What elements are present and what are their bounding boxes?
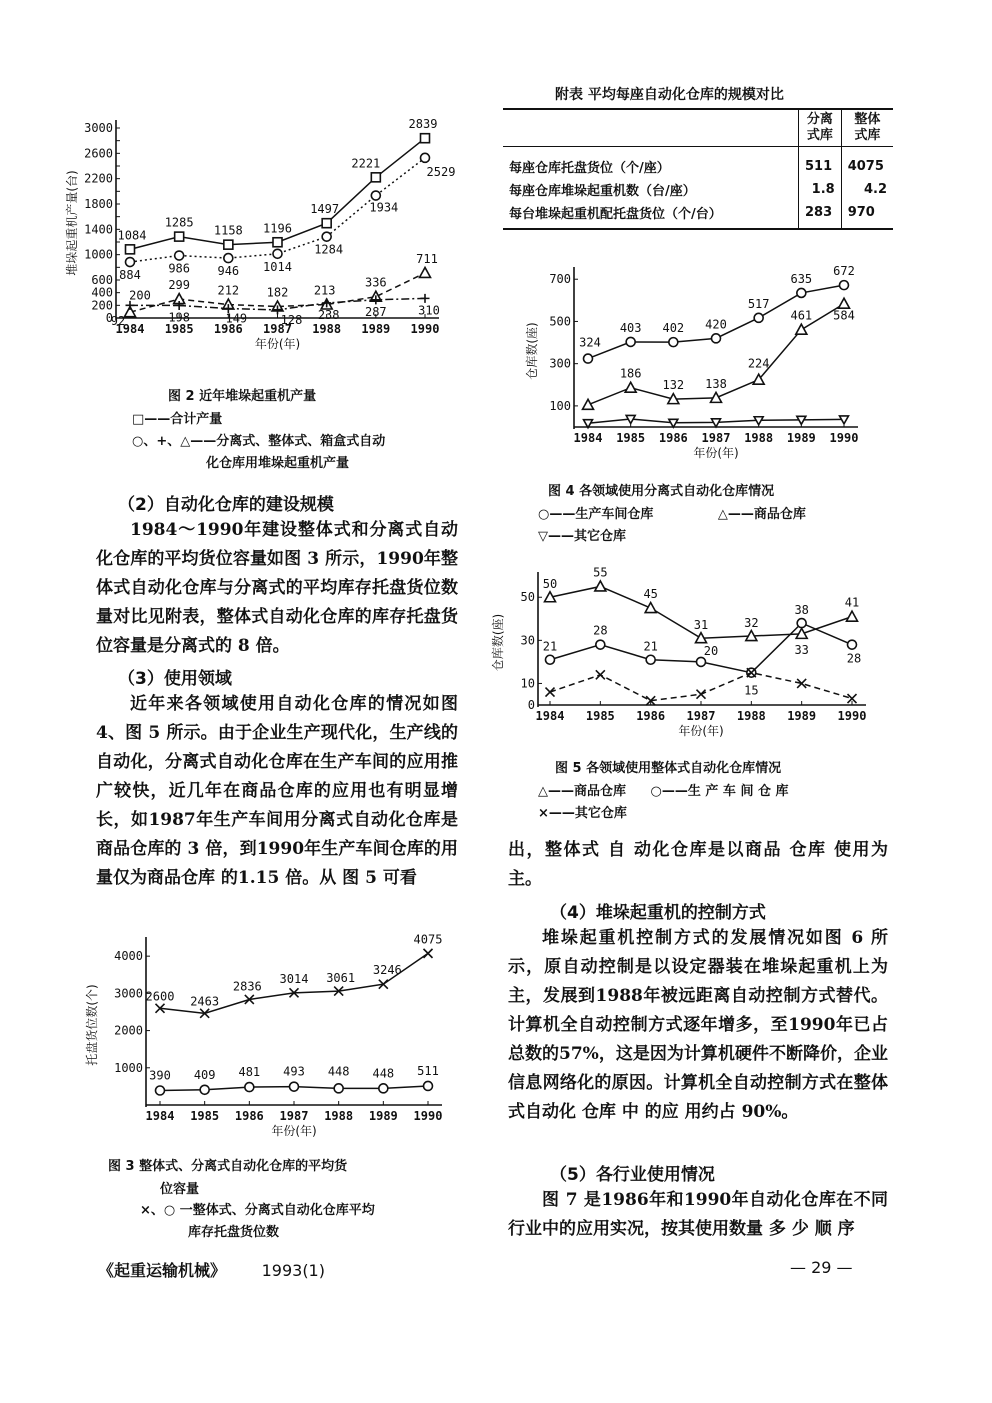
y-tick-label: 30: [520, 633, 535, 648]
fig3-caption-line1: 图 3 整体式、分离式自动化仓库的平均货: [108, 1159, 348, 1174]
y-tick-label: 1800: [84, 197, 113, 211]
table-row: [503, 201, 893, 229]
data-label: 299: [168, 278, 191, 293]
data-label: 224: [747, 356, 770, 371]
data-label: 493: [283, 1064, 305, 1079]
data-point: [583, 399, 594, 409]
table-col-integral: [841, 109, 893, 147]
y-tick-label: 10: [520, 676, 535, 691]
section-heading-4: （4）堆垛起重机的控制方式: [550, 903, 766, 923]
fig4-legend-item-commodity: △——商品仓库: [717, 507, 806, 522]
data-point: [334, 1084, 343, 1093]
data-label: 33: [794, 642, 809, 657]
fig2-legend-item-total: □——合计产量: [132, 412, 223, 427]
x-tick-label: 1989: [787, 709, 817, 723]
footer-issue: 1993(1): [261, 1261, 325, 1280]
data-point: [322, 232, 331, 241]
data-label: 28: [846, 651, 862, 666]
y-tick-label: 1000: [84, 247, 113, 262]
data-label: 3246: [372, 963, 402, 978]
x-tick-label: 1985: [164, 322, 194, 336]
x-tick-label: 1989: [361, 322, 391, 336]
fig5-caption: 图 5 各领域使用整体式自动化仓库情况: [555, 761, 782, 776]
data-point: [796, 324, 807, 334]
data-label: 1158: [213, 223, 243, 238]
data-label: 986: [168, 261, 191, 276]
fig4-chart: [520, 255, 880, 465]
data-label: 3014: [279, 971, 309, 986]
x-tick-label: 1984: [573, 431, 603, 445]
data-point: [420, 267, 431, 277]
data-label: 324: [579, 335, 601, 350]
data-point: [669, 419, 678, 427]
data-label: 1934: [369, 200, 399, 215]
footer-journal-name: 《起重运输机械》: [98, 1261, 227, 1280]
paragraph-3-text: 近年来各领域使用自动化仓库的情况如图 4、图 5 所示。由于企业生产现代化，生产线的自动化，分离式自动化仓库在生产车间的应用推广较快，近几年在商品仓库的应用也有明显增长，如1987年生产车间用分离式自动化仓库是商品仓库的 3 倍，到1990年生产车间仓库的用量仅为商品仓库 的1.15 倍。从 图 5 可看: [96, 694, 458, 888]
x-axis-label: 年份(年): [693, 446, 739, 460]
y-tick-label: 700: [549, 272, 571, 287]
table-cell: 4075: [841, 147, 893, 179]
data-label: 1014: [263, 259, 292, 274]
data-point: [424, 1081, 433, 1090]
paragraph-3: [96, 690, 458, 893]
data-point: [371, 191, 380, 200]
fig4-legend-item-workshop: ○——生产车间仓库: [538, 507, 654, 522]
data-point: [156, 1086, 165, 1095]
table-row-label: 每座仓库堆垛起重机数（台/座）: [509, 184, 696, 199]
data-point: [245, 1083, 254, 1092]
data-label: 32: [744, 616, 759, 631]
data-label: 310: [418, 303, 440, 318]
data-label: 2221: [351, 156, 381, 171]
data-label: 21: [643, 639, 658, 654]
data-point: [421, 134, 430, 143]
data-label: 1284: [314, 242, 344, 257]
data-label: 200: [129, 288, 151, 303]
data-point: [848, 640, 857, 649]
table-col-integral-l1: 整体: [854, 112, 881, 127]
data-label: 238: [317, 307, 340, 322]
fig5-legend-item-commodity: △——商品仓库: [538, 784, 626, 799]
x-tick-label: 1985: [585, 709, 615, 723]
data-point: [200, 1085, 209, 1094]
data-point: [712, 419, 721, 427]
x-tick-label: 1986: [234, 1109, 264, 1123]
x-axis-label: 年份(年): [254, 337, 301, 351]
fig2-caption: 图 2 近年堆垛起重机产量: [168, 389, 317, 404]
table-col-separated: [799, 109, 842, 147]
x-axis-label: 年份(年): [271, 1124, 317, 1138]
section-heading-5: （5）各行业使用情况: [550, 1165, 715, 1185]
data-label: 448: [372, 1066, 395, 1081]
table-col-separated-l2: 式库: [806, 128, 833, 143]
data-label: 448: [327, 1064, 350, 1079]
data-point: [273, 249, 282, 258]
fig5-chart: [488, 565, 883, 745]
data-point: [584, 354, 593, 363]
data-label: 41: [844, 595, 860, 610]
paragraph-cont: [508, 836, 888, 894]
y-tick-label: 200: [91, 298, 113, 313]
data-point: [712, 334, 721, 343]
y-axis-label: 仓库数(座): [491, 613, 505, 672]
fig2-chart: [60, 100, 480, 370]
x-tick-label: 1984: [535, 709, 565, 723]
y-tick-label: 50: [520, 590, 535, 605]
y-tick-label: 2000: [114, 1023, 143, 1038]
table-row: [503, 147, 893, 179]
fig3-legend: [140, 1200, 375, 1244]
data-label: 1084: [117, 228, 147, 243]
section-heading-3: （3）使用领域: [118, 669, 232, 689]
y-tick-label: 3000: [84, 121, 113, 135]
x-axis-label: 年份(年): [678, 724, 724, 738]
data-label: 517: [747, 296, 770, 311]
data-point: [797, 416, 806, 424]
data-label: 481: [238, 1065, 261, 1080]
fig2-legend: [132, 409, 385, 475]
y-tick-label: 300: [549, 356, 571, 371]
x-tick-label: 1988: [736, 709, 766, 723]
data-label: 390: [149, 1068, 171, 1083]
data-point: [290, 1082, 299, 1091]
fig3-legend-line1: ×、○ 一整体式、分离式自动化仓库平均: [140, 1203, 375, 1218]
paragraph-2-text: 1984～1990年建设整体式和分离式自动化仓库的平均货位容量如图 3 所示，1990年整体式自动化仓库与分离式的平均库存托盘货位数量对比见附表，整体式自动化仓库的库存托盘货位容量是分离式的 8 倍。: [96, 520, 458, 656]
fig2-legend-item-types-cont: 化仓库用堆垛起重机产量: [206, 456, 350, 471]
fig4-legend: [538, 504, 806, 548]
data-point: [546, 655, 555, 664]
fig5-legend-item-other: ×——其它仓库: [538, 806, 627, 821]
table-row: [503, 178, 893, 201]
data-label: 128: [280, 312, 303, 327]
data-point: [175, 232, 184, 241]
data-point: [847, 611, 858, 621]
series-line: [550, 673, 852, 701]
fig3-legend-line2: 库存托盘货位数: [188, 1225, 280, 1240]
table-cell: 1.8: [799, 178, 842, 201]
data-point: [595, 581, 606, 591]
data-point: [379, 1084, 388, 1093]
x-tick-label: 1988: [312, 322, 342, 336]
data-point: [421, 153, 430, 162]
data-label: 138: [705, 376, 727, 391]
y-tick-label: 100: [549, 398, 571, 413]
data-point: [840, 416, 849, 424]
data-point: [175, 251, 184, 260]
data-point: [224, 240, 233, 249]
data-label: 28: [593, 623, 608, 638]
data-label: 409: [193, 1067, 216, 1082]
fig3-chart: [80, 925, 460, 1145]
table-cell: 283: [799, 201, 842, 229]
data-label: 149: [225, 311, 248, 326]
data-point: [546, 688, 555, 697]
data-point: [669, 338, 678, 347]
data-point: [421, 294, 430, 303]
y-tick-label: 1000: [114, 1060, 143, 1075]
data-label: 461: [790, 308, 813, 323]
x-tick-label: 1988: [744, 431, 774, 445]
data-point: [754, 417, 763, 425]
table-row-label: 每台堆垛起重机配托盘货位（个/台）: [509, 207, 722, 222]
data-point: [273, 238, 282, 247]
x-tick-label: 1990: [837, 709, 867, 723]
data-point: [322, 219, 331, 228]
x-tick-label: 1989: [368, 1109, 398, 1123]
x-tick-label: 1987: [686, 709, 716, 723]
data-point: [424, 949, 433, 958]
data-label: 4075: [413, 932, 443, 947]
data-label: 635: [790, 271, 813, 286]
data-label: 3061: [326, 971, 356, 986]
data-label: 92: [110, 314, 126, 329]
x-tick-label: 1990: [413, 1109, 443, 1123]
data-point: [754, 313, 763, 322]
y-tick-label: 400: [91, 285, 113, 300]
data-point: [797, 288, 806, 297]
table-col-separated-l1: 分离: [806, 112, 833, 127]
data-label: 336: [364, 275, 387, 290]
fig5-legend-row1: [538, 781, 789, 803]
table-cell: 4.2: [841, 178, 893, 201]
data-label: 287: [364, 304, 387, 319]
table-row-label: 每座仓库托盘货位（个/座）: [509, 161, 670, 176]
data-label: 2839: [408, 117, 438, 132]
fig3-caption-line2: 位容量: [160, 1182, 200, 1197]
y-axis-label: 堆垛起重机产量(台): [65, 170, 79, 276]
data-label: 132: [662, 378, 685, 393]
footer-journal: [98, 1258, 325, 1281]
data-point: [371, 173, 380, 182]
data-label: 402: [662, 321, 685, 336]
data-label: 213: [313, 283, 336, 298]
y-axis-label: 托盘货位数(个): [85, 984, 99, 1066]
data-point: [840, 281, 849, 290]
data-point: [596, 640, 605, 649]
data-label: 182: [266, 285, 289, 300]
table-col-integral-l2: 式库: [854, 128, 881, 143]
x-tick-label: 1985: [190, 1109, 220, 1123]
data-label: 884: [119, 268, 141, 283]
paragraph-2: [96, 516, 458, 661]
data-point: [224, 254, 233, 263]
x-tick-label: 1984: [145, 1109, 175, 1123]
footer-page-number: — 29 —: [790, 1258, 853, 1277]
y-tick-label: 4000: [114, 949, 143, 964]
fig3-caption: [108, 1155, 347, 1197]
data-point: [839, 298, 850, 308]
x-tick-label: 1986: [636, 709, 666, 723]
data-label: 31: [693, 618, 709, 633]
x-tick-label: 1990: [829, 431, 859, 445]
data-label: 1196: [263, 221, 292, 236]
data-point: [625, 382, 636, 392]
fig4-caption: 图 4 各领域使用分离式自动化仓库情况: [548, 484, 775, 499]
data-label: 1285: [164, 215, 194, 230]
data-label: 198: [168, 310, 191, 325]
data-label: 20: [703, 643, 719, 658]
x-tick-label: 1987: [279, 1109, 309, 1123]
table-cell: 511: [799, 147, 842, 179]
data-point: [626, 415, 635, 423]
data-label: 186: [619, 366, 642, 381]
fig4-legend-item-other: ▽——其它仓库: [538, 529, 626, 544]
data-label: 511: [417, 1063, 439, 1078]
x-tick-label: 1988: [324, 1109, 354, 1123]
data-point: [596, 670, 605, 679]
data-label: 420: [705, 317, 727, 332]
comparison-table-wrap: [503, 108, 893, 230]
y-tick-label: 0: [105, 311, 113, 325]
x-tick-label: 1984: [115, 322, 145, 336]
data-point: [697, 690, 706, 699]
paragraph-4: [508, 924, 888, 1127]
data-point: [626, 337, 635, 346]
x-tick-label: 1990: [410, 322, 440, 336]
x-tick-label: 1987: [263, 322, 292, 336]
y-tick-label: 2600: [84, 146, 113, 161]
table-header-row: [503, 109, 893, 147]
data-label: 15: [744, 683, 759, 698]
paragraph-cont-text: 出，整体式 自 动化仓库是以商品 仓库 使用为主。: [508, 840, 888, 889]
x-tick-label: 1986: [213, 322, 243, 336]
fig4-legend-row1: [538, 504, 806, 526]
y-tick-label: 1400: [84, 222, 113, 237]
x-tick-label: 1985: [616, 431, 646, 445]
y-tick-label: 600: [91, 273, 113, 287]
data-label: 212: [217, 283, 240, 298]
x-tick-label: 1986: [658, 431, 688, 445]
data-label: 21: [542, 639, 558, 654]
paragraph-5: [508, 1186, 888, 1244]
paragraph-5-text: 图 7 是1986年和1990年自动化仓库在不同行业中的应用实况，按其使用数量 多 少 顺 序: [508, 1190, 888, 1239]
fig5-legend-item-workshop: ○——生 产 车 间 仓 库: [650, 784, 789, 799]
x-tick-label: 1987: [701, 431, 731, 445]
data-label: 2836: [232, 979, 262, 994]
data-label: 50: [542, 577, 558, 592]
y-tick-label: 2200: [84, 171, 113, 186]
section-heading-2: （2）自动化仓库的建设规模: [118, 495, 334, 515]
y-axis-label: 仓库数(座): [525, 322, 539, 380]
data-label: 38: [794, 603, 809, 618]
data-label: 45: [643, 587, 658, 602]
data-label: 2600: [145, 989, 175, 1004]
data-label: 403: [619, 320, 642, 335]
data-label: 2463: [190, 994, 220, 1009]
data-point: [697, 657, 706, 666]
table-title: 附表 平均每座自动化仓库的规模对比: [555, 87, 784, 103]
data-label: 711: [416, 251, 438, 266]
fig5-legend: [538, 781, 789, 825]
data-point: [126, 258, 135, 267]
data-point: [126, 245, 135, 254]
data-label: 55: [593, 565, 608, 580]
data-point: [645, 603, 656, 613]
x-tick-label: 1989: [786, 431, 816, 445]
data-point: [797, 619, 806, 628]
data-label: 584: [833, 308, 855, 323]
data-point: [646, 655, 655, 664]
fig2-legend-item-types: ○、+、△——分离式、整体式、箱盒式自动: [132, 434, 386, 449]
comparison-table: [503, 108, 893, 230]
data-label: 946: [217, 264, 240, 279]
y-tick-label: 0: [527, 698, 535, 712]
y-tick-label: 500: [549, 314, 571, 329]
paragraph-4-text: 堆垛起重机控制方式的发展情况如图 6 所示，原自动控制是以设定器装在堆垛起重机上为主，发展到1988年被远距离自动控制方式替代。计算机全自动控制方式逐年增多，至1990年已占总数的57%，这是因为计算机硬件不断降价，企业信息网络化的原因。计算机全自动控制方式在整体式自动化 仓库 中 的应 用约占 90%。: [508, 928, 888, 1122]
y-tick-label: 3000: [114, 986, 143, 1001]
table-cell: 970: [841, 201, 893, 229]
data-label: 2529: [426, 164, 456, 179]
data-label: 672: [833, 264, 855, 279]
data-label: 1497: [310, 202, 340, 217]
